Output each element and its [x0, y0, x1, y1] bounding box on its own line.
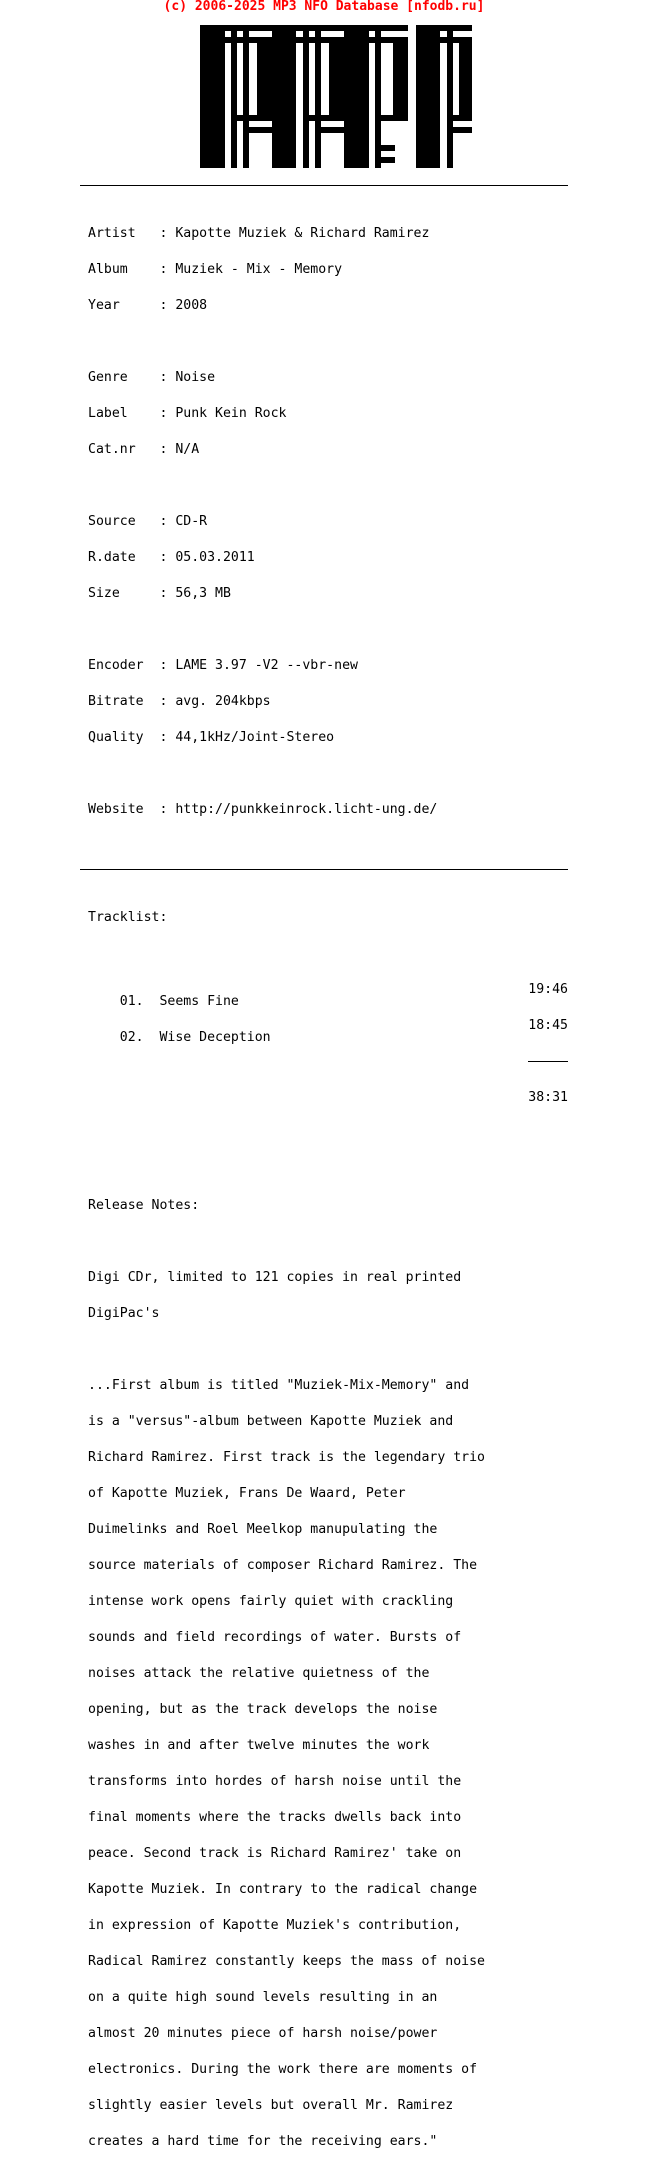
catnr-line: Cat.nr : N/A — [88, 442, 200, 457]
notes-body-line: opening, but as the track develops the noise — [88, 1702, 438, 1717]
notes-body-line: of Kapotte Muziek, Frans De Waard, Peter — [88, 1486, 406, 1501]
notes-intro-line: DigiPac's — [88, 1306, 160, 1321]
notes-body-line: slightly easier levels but overall Mr. Ramirez — [88, 2098, 454, 2113]
genre-line: Genre : Noise — [88, 370, 216, 385]
total-row — [88, 1092, 578, 1104]
track-duration: 18:45 — [528, 1018, 568, 1033]
notes-body-line: washes in and after twelve minutes the work — [88, 1738, 430, 1753]
track-row — [88, 1018, 578, 1045]
notes-body-line: final moments where the tracks dwells back into — [88, 1810, 462, 1825]
notes-body-line: peace. Second track is Richard Ramirez' take on — [88, 1846, 462, 1861]
divider-bottom — [80, 869, 568, 870]
notes-body-line: ...First album is titled "Muziek-Mix-Memory" and — [88, 1378, 470, 1393]
nfodb-link[interactable]: (c) 2006-2025 MP3 NFO Database [nfodb.ru] — [163, 0, 485, 14]
source-line: Source : CD-R — [88, 514, 208, 529]
tracklist-heading: Tracklist: — [88, 910, 168, 925]
rdate-line: R.date : 05.03.2011 — [88, 550, 255, 565]
notes-body-line: Radical Ramirez constantly keeps the mass of noise — [88, 1954, 485, 1969]
nfo-text — [88, 204, 578, 2160]
notes-intro-line: Digi CDr, limited to 121 copies in real printed — [88, 1270, 462, 1285]
website-line: Website : http://punkkeinrock.licht-ung.de/ — [88, 802, 438, 817]
notes-body-line: on a quite high sound levels resulting in an — [88, 1990, 438, 2005]
notes-body-line: transforms into hordes of harsh noise until the — [88, 1774, 462, 1789]
track-title: 01. Seems Fine — [119, 994, 239, 1009]
total-divider — [88, 1056, 578, 1068]
bitrate-line: Bitrate : avg. 204kbps — [88, 694, 271, 709]
year-line: Year : 2008 — [88, 298, 208, 313]
notes-body-line: electronics. During the work there are moments of — [88, 2062, 478, 2077]
notes-body-line: noises attack the relative quietness of the — [88, 1666, 430, 1681]
notes-body-line: Kapotte Muziek. In contrary to the radical change — [88, 1882, 478, 1897]
notes-body-line: sounds and field recordings of water. Bursts of — [88, 1630, 462, 1645]
quality-line: Quality : 44,1kHz/Joint-Stereo — [88, 730, 335, 745]
total-duration: 38:31 — [528, 1090, 568, 1105]
notes-body-line: almost 20 minutes piece of harsh noise/power — [88, 2026, 438, 2041]
encoder-line: Encoder : LAME 3.97 -V2 --vbr-new — [88, 658, 358, 673]
album-line: Album : Muziek - Mix - Memory — [88, 262, 343, 277]
artist-line: Artist : Kapotte Muziek & Richard Ramirez — [88, 226, 430, 241]
size-line: Size : 56,3 MB — [88, 586, 231, 601]
notes-body-line: in expression of Kapotte Muziek's contribution, — [88, 1918, 462, 1933]
notes-body-line: is a "versus"-album between Kapotte Muziek and — [88, 1414, 454, 1429]
divider-top — [80, 185, 568, 186]
notes-body-line: creates a hard time for the receiving ears." — [88, 2134, 438, 2149]
notes-body-line: Richard Ramirez. First track is the legendary trio — [88, 1450, 485, 1465]
ascii-art-logo-icon — [0, 0, 648, 175]
release-notes-heading: Release Notes: — [88, 1198, 200, 1213]
notes-body-line: Duimelinks and Roel Meelkop manupulating the — [88, 1522, 438, 1537]
notes-body-line: source materials of composer Richard Ramirez. The — [88, 1558, 478, 1573]
track-duration: 19:46 — [528, 982, 568, 997]
label-line: Label : Punk Kein Rock — [88, 406, 287, 421]
notes-body-line: intense work opens fairly quiet with crackling — [88, 1594, 454, 1609]
track-row — [88, 982, 578, 1009]
track-title: 02. Wise Deception — [119, 1030, 271, 1045]
